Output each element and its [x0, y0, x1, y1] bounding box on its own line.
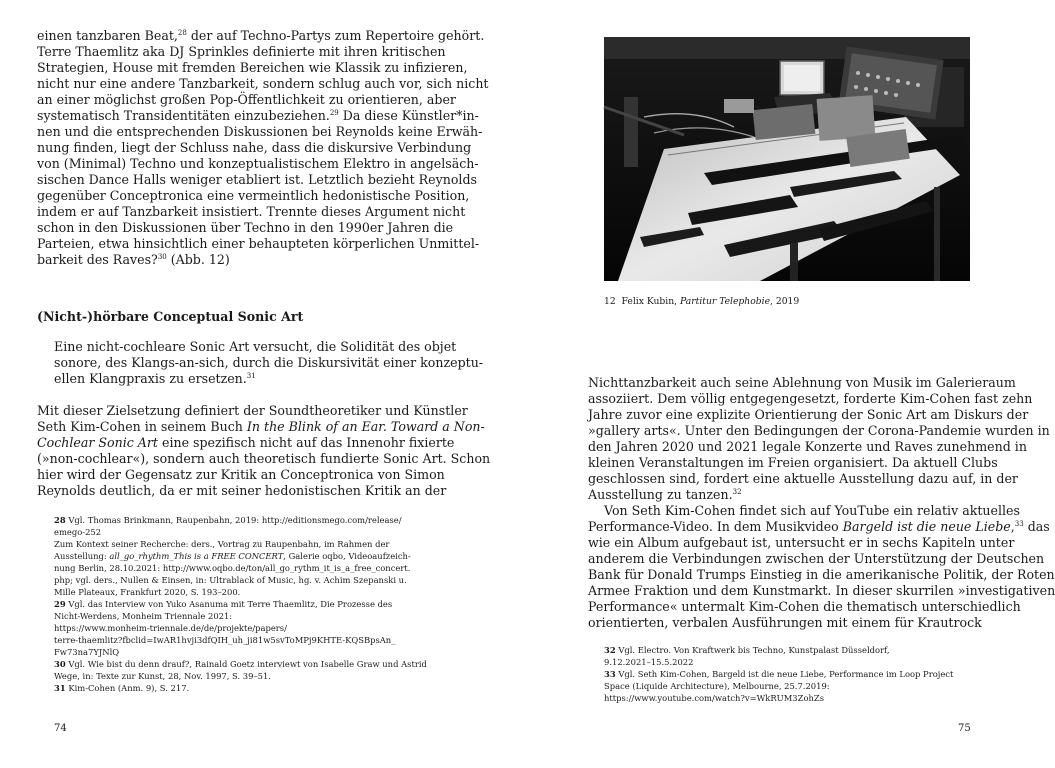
artwork-title: Partitur Telephobie [680, 296, 771, 307]
body-line: nicht nur eine andere Tanzbarkeit, sondern schlug auch vor, sich nicht [37, 76, 489, 91]
body-line: sischen Dance Halls weniger etabliert ist. Letztlich bezieht Reynolds [37, 172, 477, 187]
body-line: Nichttanzbarkeit auch seine Ablehnung von Musik im Galerieraum [588, 375, 1016, 390]
footnote-ref[interactable]: 32 [732, 488, 742, 496]
body-line: nung finden, liegt der Schluss nahe, dass die diskursive Verbindung [37, 140, 472, 155]
photo-illustration [604, 37, 970, 281]
body-line: von (Minimal) Techno und konzeptualistischem Elektro in angelsäch- [37, 156, 479, 171]
body-line: orientierten, verbalen Ausführungen mit einem für Krautrock [588, 615, 982, 630]
footnote-line: Nicht-Werdens, Monheim Triennale 2021: [54, 611, 233, 621]
body-line: an einer möglichst großen Pop-Öffentlichkeit zu orientieren, aber [37, 92, 456, 107]
body-line: den Jahren 2020 und 2021 legale Konzerte und Raves zunehmend in [588, 439, 1027, 454]
body-line: geschlossen sind, fordert eine aktuelle Ausstellung dazu auf, in der [588, 471, 1018, 486]
footnote-line: Zum Kontext seiner Recherche: ders., Vortrag zu Raupenbahn, im Rahmen der [54, 539, 390, 549]
footnote-line: Wege, in: Texte zur Kunst, 28, Nov. 1997, S. 39–51. [54, 671, 271, 681]
book-title: In the Blink of an Ear. Toward a Non- [246, 419, 485, 434]
footnote: 29 Vgl. das Interview von Yuko Asanuma mit Terre Thaemlitz, Die Prozesse des [54, 599, 393, 609]
footnote: 31 Kim-Cohen (Anm. 9), S. 217. [54, 683, 190, 693]
footnote-line: Ausstellung: all_go_rhythm_This is a FREE CONCERT, Galerie oqbo, Videoaufzeich- [54, 551, 411, 561]
body-line: indem er auf Tanzbarkeit insistiert. Trennte dieses Argument nicht [37, 204, 466, 219]
body-line: Reynolds deutlich, da er mit seiner hedonistischen Kritik an der [37, 483, 447, 498]
footnote-link[interactable]: https://www.youtube.com/watch?v=WkRUM3ZohZs [604, 693, 824, 703]
body-line: »gallery arts«. Unter den Bedingungen der Corona-Pandemie wurden in [588, 423, 1050, 438]
body-line: Seth Kim-Cohen in seinem Buch In the Blink of an Ear. Toward a Non- [37, 419, 485, 434]
body-line: Armee Fraktion und dem Kunstmarkt. In dieser skurrilen »investigativen [588, 583, 1055, 598]
body-line: hier wird der Gegensatz zur Kritik an Conceptronica von Simon [37, 467, 445, 482]
book-title: Cochlear Sonic Art [37, 435, 158, 450]
video-title: Bargeld ist die neue Liebe [842, 519, 1011, 534]
figure-photo[interactable] [604, 37, 970, 281]
footnote: 28 Vgl. Thomas Brinkmann, Raupenbahn, 2019: http://editionsmego.com/release/ [54, 515, 402, 525]
body-line: barkeit des Raves?$^{30}$ (Abb. 12) [37, 252, 230, 267]
page-number: 75 [958, 723, 971, 734]
body-line: assoziiert. Dem völlig entgegengesetzt, forderte Kim-Cohen fast zehn [588, 391, 1033, 406]
footnote: 32 Vgl. Electro. Von Kraftwerk bis Techno, Kunstpalast Düsseldorf, [604, 645, 890, 655]
footnote-line: Mille Plateaux, Frankfurt 2020, S. 193–200. [54, 587, 241, 597]
body-line: kleinen Veranstaltungen im Freien organisiert. Da aktuell Clubs [588, 455, 998, 470]
footnote-link[interactable]: https://www.monheim-triennale.de/de/projekte/papers/ [54, 623, 287, 633]
body-line: wie ein Album aufgebaut ist, untersucht er in sechs Kapiteln unter [588, 535, 1015, 550]
body-line: nen und die entsprechenden Diskussionen bei Reynolds keine Erwäh- [37, 124, 483, 139]
block-quote-line: sonore, des Klangs-an-sich, durch die Diskursivität einer konzeptu- [54, 355, 484, 370]
body-line: Jahre zuvor eine explizite Orientierung der Sonic Art am Diskurs der [588, 407, 1029, 422]
body-line: Terre Thaemlitz aka DJ Sprinkles definierte mit ihren kritischen [37, 44, 446, 59]
footnote: 30 Vgl. Wie bist du denn drauf?, Rainald Goetz interviewt von Isabelle Graw und Astrid [54, 659, 427, 669]
body-line: Parteien, etwa hinsichtlich einer behaupteten körperlichen Unmittel- [37, 236, 480, 251]
figure-caption: 12 Felix Kubin, Partitur Telephobie, 2019 [604, 296, 800, 307]
body-line: systematisch Transidentitäten einzubeziehen.$^{29}$ Da diese Künstler*in- [37, 108, 479, 123]
footnote-line[interactable]: emego-252 [54, 527, 102, 537]
body-line: Bank für Donald Trumps Einstieg in die amerikanische Politik, der Roten [588, 567, 1055, 582]
body-line: Performance« untermalt Kim-Cohen die thematisch unterschiedlich [588, 599, 1021, 614]
footnote-ref[interactable]: 30 [157, 253, 167, 261]
body-line: Strategien, House mit fremden Bereichen wie Klassik zu infizieren, [37, 60, 468, 75]
body-line: Performance-Video. In dem Musikvideo Bargeld ist die neue Liebe,$^{33}$ das [588, 519, 1050, 534]
body-line: (»non-cochlear«), sondern auch theoretisch fundierte Sonic Art. Schon [37, 451, 491, 466]
block-quote-line: Eine nicht-cochleare Sonic Art versucht, die Solidität des objet [54, 339, 457, 354]
footnote: 33 Vgl. Seth Kim-Cohen, Bargeld ist die neue Liebe, Performance im Loop Project [604, 669, 954, 679]
body-line: gegenüber Conceptronica eine vermeintlich hedonistische Position, [37, 188, 470, 203]
footnote-ref[interactable]: 33 [1014, 520, 1024, 528]
footnote-line: Space (Liquide Architecture), Melbourne, 25.7.2019: [604, 681, 830, 691]
footnote-line: 9.12.2021–15.5.2022 [604, 657, 694, 667]
body-line: einen tanzbaren Beat,$^{28}$ der auf Techno-Partys zum Repertoire gehört. [37, 28, 485, 43]
footnote-link[interactable]: Fw73na7YJNlQ [54, 647, 120, 657]
section-heading: (Nicht-)hörbare Conceptual Sonic Art [37, 309, 304, 324]
footnote-link[interactable]: terre-thaemlitz?fbclid=IwAR1hvji3dfQIH_uh_ji81w5svToMPj9KHTE-KQSBpsAn_ [54, 635, 396, 645]
footnote-ref[interactable]: 31 [246, 372, 256, 380]
footnote-link[interactable]: nung Berlin, 28.10.2021: http://www.oqbo.de/ton/all_go_rythm_it_is_a_free_concert. [54, 563, 411, 573]
body-line: schon in den Diskussionen über Techno in den 1990er Jahren die [37, 220, 454, 235]
body-line: Mit dieser Zielsetzung definiert der Soundtheoretiker und Künstler [37, 403, 468, 418]
footnote-ref[interactable]: 29 [329, 109, 339, 117]
body-line: Ausstellung zu tanzen.$^{32}$ [588, 487, 742, 502]
page-number: 74 [54, 723, 67, 734]
block-quote-line: ellen Klangpraxis zu ersetzen.$^{31}$ [54, 371, 256, 386]
footnote-line: php; vgl. ders., Nullen & Einsen, in: Ultrablack of Music, hg. v. Achim Szepanski u. [54, 575, 407, 585]
body-line: Cochlear Sonic Art eine spezifisch nicht auf das Innenohr fixierte [37, 435, 455, 450]
body-line: anderem die Verbindungen zwischen der Unterstützung der Deutschen [588, 551, 1045, 566]
footnote-ref[interactable]: 28 [177, 29, 187, 37]
body-line: Von Seth Kim-Cohen findet sich auf YouTube ein relativ aktuelles [604, 503, 1020, 518]
